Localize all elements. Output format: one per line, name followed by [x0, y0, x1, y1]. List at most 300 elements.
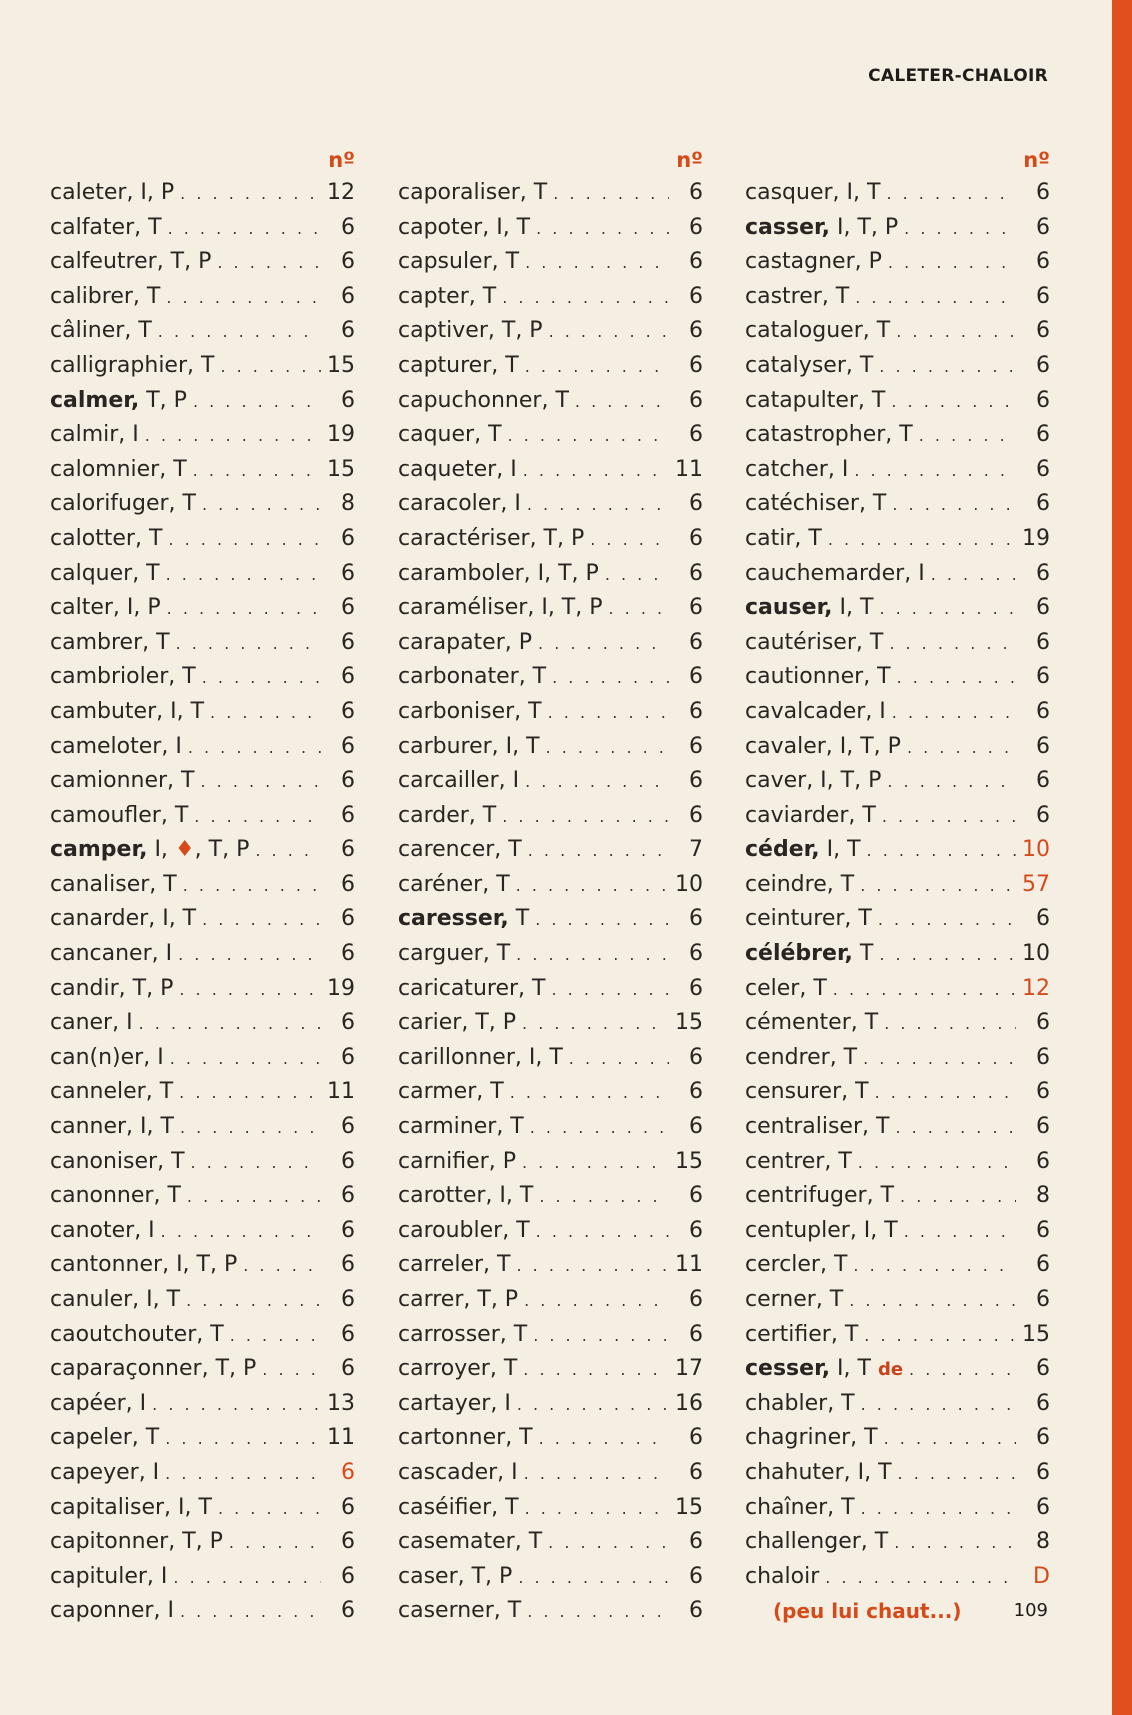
verb-term: [745, 1525, 888, 1560]
verb-entry: [398, 176, 703, 211]
verb-entry: [745, 1145, 1050, 1180]
verb-term: [398, 1491, 519, 1526]
conjugation-number: 6: [689, 283, 703, 309]
conjugation-number: 6: [1036, 1114, 1050, 1140]
verb-term: [745, 384, 885, 419]
verb-term: [398, 868, 510, 903]
conjugation-number: 6: [1036, 1044, 1050, 1070]
verb-codes: , P: [854, 249, 882, 275]
verb-codes: , T: [499, 1321, 528, 1347]
verb-entry: [745, 280, 1050, 315]
verb-name: celer: [745, 975, 800, 1001]
verb-codes: , T: [159, 456, 187, 482]
conjugation-number: 6: [689, 318, 703, 344]
verb-entry: [745, 764, 1050, 799]
verb-entry: [50, 764, 355, 799]
conjugation-number: 6: [689, 975, 703, 1001]
verb-codes: , T: [858, 491, 887, 517]
verb-term: [50, 1283, 180, 1318]
dot-leader: [552, 661, 669, 696]
verb-entry: [398, 1214, 703, 1249]
verb-term: [398, 1283, 518, 1318]
verb-term: [398, 1110, 524, 1145]
page-number: 109: [1013, 1600, 1048, 1621]
verb-codes: , T: [142, 629, 170, 655]
verb-entry: [398, 522, 703, 557]
dot-leader: [510, 1076, 669, 1111]
conjugation-number: 6: [341, 1321, 355, 1347]
conjugation-number: 6: [341, 249, 355, 275]
verb-entry: [745, 1214, 1050, 1249]
dot-leader: [188, 731, 321, 766]
dot-leader: [522, 1007, 669, 1042]
verb-name: caquer: [398, 422, 475, 448]
conjugation-number: 8: [1036, 1183, 1050, 1209]
conjugation-number: 6: [689, 560, 703, 586]
conjugation-number: 6: [341, 214, 355, 240]
verb-entry: [398, 1387, 703, 1422]
verb-term: [398, 453, 517, 488]
conjugation-number: 6: [341, 698, 355, 724]
conjugation-number: 8: [341, 491, 355, 517]
verb-entry: [398, 1491, 703, 1526]
verb-codes: , T: [131, 1425, 160, 1451]
conjugation-number: 6: [689, 1114, 703, 1140]
conjugation-number: 6: [689, 1598, 703, 1624]
verb-entry: [398, 764, 703, 799]
verb-entry: [50, 418, 355, 453]
column-heading: nº: [328, 148, 355, 172]
dot-leader: [884, 1007, 1016, 1042]
dot-leader: [863, 1042, 1016, 1077]
conjugation-number: 6: [689, 698, 703, 724]
dot-leader: [168, 212, 321, 247]
dot-leader: [145, 419, 321, 454]
verb-term: [745, 1456, 892, 1491]
dot-leader: [191, 1146, 321, 1181]
conjugation-number: 6: [1036, 491, 1050, 517]
verb-term: [398, 522, 584, 557]
verb-name: calibrer: [50, 283, 133, 309]
verb-entry: [398, 1421, 703, 1456]
verb-term: [50, 868, 177, 903]
dot-leader: [202, 903, 321, 938]
dot-leader: [909, 1353, 1016, 1388]
verb-entry: [745, 349, 1050, 384]
verb-name: célébrer,: [745, 941, 853, 967]
conjugation-number: 11: [675, 1252, 703, 1278]
verb-name: calfater: [50, 214, 135, 240]
verb-term: [398, 280, 496, 315]
verb-term: [398, 245, 519, 280]
dot-leader: [892, 696, 1016, 731]
verb-name: ceindre: [745, 871, 827, 897]
verb-codes: , I, T: [843, 1459, 892, 1485]
verb-entry: [398, 1594, 703, 1629]
verb-codes: , T: [149, 871, 177, 897]
verb-entry: [398, 314, 703, 349]
verb-term: [745, 937, 873, 972]
dot-leader: [165, 1457, 321, 1492]
dot-leader: [180, 1595, 321, 1630]
conjugation-number: 6: [1036, 1079, 1050, 1105]
verb-term: [50, 1456, 159, 1491]
conjugation-number: 6: [689, 352, 703, 378]
verb-name: chabler: [745, 1390, 828, 1416]
conjugation-number: 6: [1036, 1217, 1050, 1243]
verb-codes: , T: [145, 1079, 174, 1105]
verb-codes: , T: [468, 802, 497, 828]
verb-term: [50, 1560, 167, 1595]
verb-name: carmer: [398, 1079, 477, 1105]
verb-term: [398, 557, 599, 592]
verb-entry: [745, 937, 1050, 972]
verb-name: canner: [50, 1114, 127, 1140]
dot-leader: [525, 1492, 669, 1527]
verb-codes: , T: [157, 1148, 185, 1174]
verb-term: [745, 1491, 855, 1526]
verb-codes: , T: [502, 1217, 530, 1243]
verb-name: calotter: [50, 525, 135, 551]
verb-term: [50, 660, 196, 695]
verb-entry: [50, 730, 355, 765]
verb-name: captiver: [398, 318, 488, 344]
verb-codes: , T: [827, 1494, 855, 1520]
verb-codes: , T, P: [156, 249, 212, 275]
verb-term: [50, 833, 249, 868]
conjugation-number: 6: [689, 1321, 703, 1347]
verb-term: [50, 1491, 212, 1526]
verb-entry: [745, 314, 1050, 349]
dot-leader: [179, 1076, 321, 1111]
dot-leader: [187, 1180, 321, 1215]
verb-codes: , T: [862, 1114, 890, 1140]
conjugation-number: 6: [341, 1044, 355, 1070]
verb-name: caner: [50, 1010, 113, 1036]
dot-leader: [524, 1457, 669, 1492]
verb-name: candir: [50, 975, 119, 1001]
conjugation-number: 6: [1036, 664, 1050, 690]
verb-name: carapater: [398, 629, 505, 655]
conjugation-number: 6: [341, 664, 355, 690]
verb-entry: [50, 1387, 355, 1422]
verb-term: [745, 1318, 858, 1353]
verb-entry: [50, 1283, 355, 1318]
verb-term: [50, 1248, 237, 1283]
verb-entry: [398, 626, 703, 661]
conjugation-number: 6: [689, 214, 703, 240]
dot-leader: [879, 350, 1016, 385]
verb-term: [50, 1352, 256, 1387]
verb-name: capitonner: [50, 1529, 169, 1555]
conjugation-number: 6: [1036, 768, 1050, 794]
verb-codes: , I: [500, 491, 521, 517]
verb-term: [398, 626, 532, 661]
verb-term: [745, 972, 827, 1007]
verb-codes: , T, P: [461, 1010, 517, 1036]
verb-entry: [50, 1525, 355, 1560]
conjugation-number: 6: [1036, 1287, 1050, 1312]
verb-codes: , I, T: [164, 1494, 212, 1520]
verb-entry: [50, 280, 355, 315]
verb-entry: [50, 1456, 355, 1491]
verb-entry: [50, 591, 355, 626]
verb-term: [398, 1560, 512, 1595]
dot-leader: [553, 177, 669, 212]
dot-leader: [178, 938, 321, 973]
verb-name: capeler: [50, 1425, 132, 1451]
conjugation-number: 6: [341, 560, 355, 586]
verb-codes: , T: [821, 283, 850, 309]
verb-name: caver: [745, 768, 807, 794]
verb-entry: [398, 1248, 703, 1283]
verb-codes: , I, T: [832, 180, 881, 205]
dot-leader: [875, 1076, 1016, 1111]
verb-term: [398, 591, 603, 626]
verb-name: cautériser: [745, 629, 856, 655]
verb-name: caramboler: [398, 560, 524, 586]
dot-leader: [894, 1526, 1016, 1561]
verb-entry: [50, 1318, 355, 1353]
dot-leader: [243, 1249, 321, 1284]
verb-name: cataloguer: [745, 318, 863, 344]
verb-entry: [50, 1560, 355, 1595]
verb-name: centupler: [745, 1217, 850, 1243]
verb-codes: , T: [794, 525, 822, 551]
verb-codes: , T: [482, 871, 510, 897]
conjugation-number: 7: [689, 837, 703, 863]
conjugation-number: 6: [341, 1529, 355, 1555]
verb-entry: [398, 1352, 703, 1387]
verb-term: [398, 660, 546, 695]
verb-name: capéer: [50, 1390, 126, 1416]
dot-leader: [527, 1595, 669, 1630]
conjugation-number: D: [1033, 1563, 1050, 1589]
dot-leader: [888, 246, 1016, 281]
verb-entry: [745, 591, 1050, 626]
verb-entry: [398, 211, 703, 246]
verb-term: [50, 487, 196, 522]
verb-codes: , T: [132, 560, 160, 586]
dot-leader: [535, 903, 669, 938]
conjugation-number: 6: [341, 595, 355, 621]
conjugation-number: 6: [341, 1183, 355, 1209]
verb-codes: , T: [132, 283, 161, 309]
verb-entry: [398, 1283, 703, 1318]
verb-name: cascader: [398, 1459, 498, 1485]
dot-leader: [180, 177, 321, 212]
conjugation-number: 6: [1036, 214, 1050, 240]
dot-leader: [517, 1388, 669, 1423]
verb-codes: , T: [124, 318, 152, 344]
dot-leader: [825, 1561, 1016, 1596]
verb-name: capoter: [398, 214, 483, 240]
verb-name: calomnier: [50, 456, 160, 482]
verb-name: centraliser: [745, 1114, 862, 1140]
dot-leader: [539, 1422, 669, 1457]
verb-codes: , T: [474, 422, 502, 448]
verb-term: [50, 176, 174, 211]
verb-entry: [398, 591, 703, 626]
verb-term: [745, 1352, 903, 1388]
conjugation-number: 19: [327, 422, 355, 448]
verb-entry: [50, 384, 355, 419]
column-heading: nº: [1023, 148, 1050, 172]
verb-term: [745, 1145, 852, 1180]
verb-term: [398, 314, 543, 349]
dot-leader: [210, 696, 321, 731]
verb-term: [398, 1421, 533, 1456]
verb-name: cameloter: [50, 733, 162, 759]
verb-term: [50, 730, 182, 765]
conjugation-number: 6: [1036, 352, 1050, 378]
verb-name: carminer: [398, 1114, 497, 1140]
verb-name: caréner: [398, 871, 483, 897]
verb-entry: [398, 384, 703, 419]
verb-codes: I, T: [832, 595, 874, 621]
verb-term: [50, 418, 139, 453]
verb-term: [745, 1421, 878, 1456]
conjugation-number: 15: [1022, 1321, 1050, 1347]
verb-codes: , T, P: [168, 1529, 223, 1555]
verb-entry: [745, 522, 1050, 557]
verb-term: [745, 1283, 843, 1318]
dot-leader: [220, 350, 321, 385]
verb-name: ceinturer: [745, 906, 845, 932]
verb-codes: , T, P: [487, 318, 543, 344]
verb-entry: [398, 453, 703, 488]
dot-leader: [530, 1111, 669, 1146]
verb-term: [745, 487, 886, 522]
verb-name: casser,: [745, 214, 830, 240]
dot-leader: [887, 765, 1016, 800]
verb-name: camoufler: [50, 802, 161, 828]
verb-codes: , T: [153, 1183, 181, 1209]
verb-name: calmir: [50, 422, 119, 448]
dot-leader: [536, 1215, 669, 1250]
verb-codes: , T: [815, 1287, 844, 1312]
verb-name: cautionner: [745, 664, 864, 690]
verb-term: [745, 730, 901, 765]
verb-codes: , T: [514, 698, 542, 724]
verb-term: [50, 245, 211, 280]
verb-entry: [398, 937, 703, 972]
conjugation-number: 6: [341, 906, 355, 932]
verb-codes: , T: [862, 318, 891, 344]
verb-entry: [398, 660, 703, 695]
verb-entry: [745, 1352, 1050, 1387]
dot-leader: [522, 1146, 669, 1181]
conjugation-number: 13: [327, 1390, 355, 1416]
verb-term: [50, 1318, 224, 1353]
verb-term: [745, 1041, 857, 1076]
verb-entry: [745, 868, 1050, 903]
verb-name: caractériser: [398, 525, 530, 551]
column-note: (peu lui chaut...): [773, 1599, 962, 1624]
verb-name: carguer: [398, 941, 483, 967]
verb-name: caponner: [50, 1598, 154, 1624]
conjugation-number: 6: [341, 1114, 355, 1140]
dot-leader: [230, 1319, 321, 1354]
verb-name: céder,: [745, 837, 820, 863]
dot-leader: [886, 177, 1016, 212]
conjugation-number: 6: [689, 664, 703, 690]
dot-leader: [889, 627, 1016, 662]
verb-entry: [50, 487, 355, 522]
verb-codes: , T: [160, 802, 189, 828]
dot-leader: [538, 627, 669, 662]
verb-codes: , T: [514, 1529, 543, 1555]
dot-leader: [193, 454, 321, 489]
dot-leader: [179, 973, 321, 1008]
verb-name: carier: [398, 1010, 462, 1036]
verb-term: [398, 211, 530, 246]
verb-name: carotter: [398, 1183, 486, 1209]
dot-leader: [878, 903, 1016, 938]
conjugation-number: 6: [1036, 595, 1050, 621]
dot-leader: [548, 1526, 669, 1561]
verb-term: [398, 1352, 517, 1387]
conjugation-number: 11: [327, 1425, 355, 1451]
verb-entry: [745, 1560, 1050, 1595]
verb-codes: , I, T: [491, 733, 540, 759]
verb-codes: , T: [841, 1079, 869, 1105]
dot-leader: [217, 246, 321, 281]
verb-codes: , T: [829, 1044, 858, 1070]
conjugation-number: 6: [689, 491, 703, 517]
dot-leader: [516, 869, 669, 904]
conjugation-number: 6: [1036, 283, 1050, 309]
verb-term: [745, 211, 898, 246]
verb-name: catcher: [745, 456, 828, 482]
dot-leader: [524, 1284, 669, 1319]
conjugation-number: 57: [1022, 871, 1050, 897]
dot-leader: [173, 1561, 321, 1596]
verb-term: [50, 211, 162, 246]
verb-codes: , T: [496, 1114, 524, 1140]
verb-entry: [745, 626, 1050, 661]
verb-entry: [398, 1456, 703, 1491]
verb-entry: [50, 626, 355, 661]
conjugation-number: 6: [1036, 422, 1050, 448]
conjugation-number: 6: [689, 1459, 703, 1485]
dot-leader: [861, 1388, 1016, 1423]
conjugation-number: 6: [689, 595, 703, 621]
verb-column-1: [50, 144, 355, 1629]
dot-leader: [855, 281, 1016, 316]
conjugation-number: 6: [1036, 1010, 1050, 1036]
verb-entry: [398, 1145, 703, 1180]
verb-codes: , T, P: [529, 525, 585, 551]
dot-leader: [502, 800, 669, 835]
verb-entry: [745, 557, 1050, 592]
verb-term: [50, 902, 196, 937]
verb-codes: , T: [168, 664, 196, 690]
verb-term: [745, 626, 883, 661]
verb-term: [398, 1041, 563, 1076]
verb-codes: , I: [490, 1390, 511, 1416]
verb-codes: , I: [134, 1217, 155, 1243]
dot-leader: [892, 488, 1016, 523]
verb-codes: , T: [168, 491, 196, 517]
verb-entry: [745, 1179, 1050, 1214]
verb-entry: [50, 1214, 355, 1249]
verb-entry: [50, 1075, 355, 1110]
verb-codes: , T: [476, 1079, 504, 1105]
verb-term: [745, 522, 822, 557]
verb-name: camper,: [50, 837, 148, 863]
conjugation-number: 6: [341, 1356, 355, 1382]
